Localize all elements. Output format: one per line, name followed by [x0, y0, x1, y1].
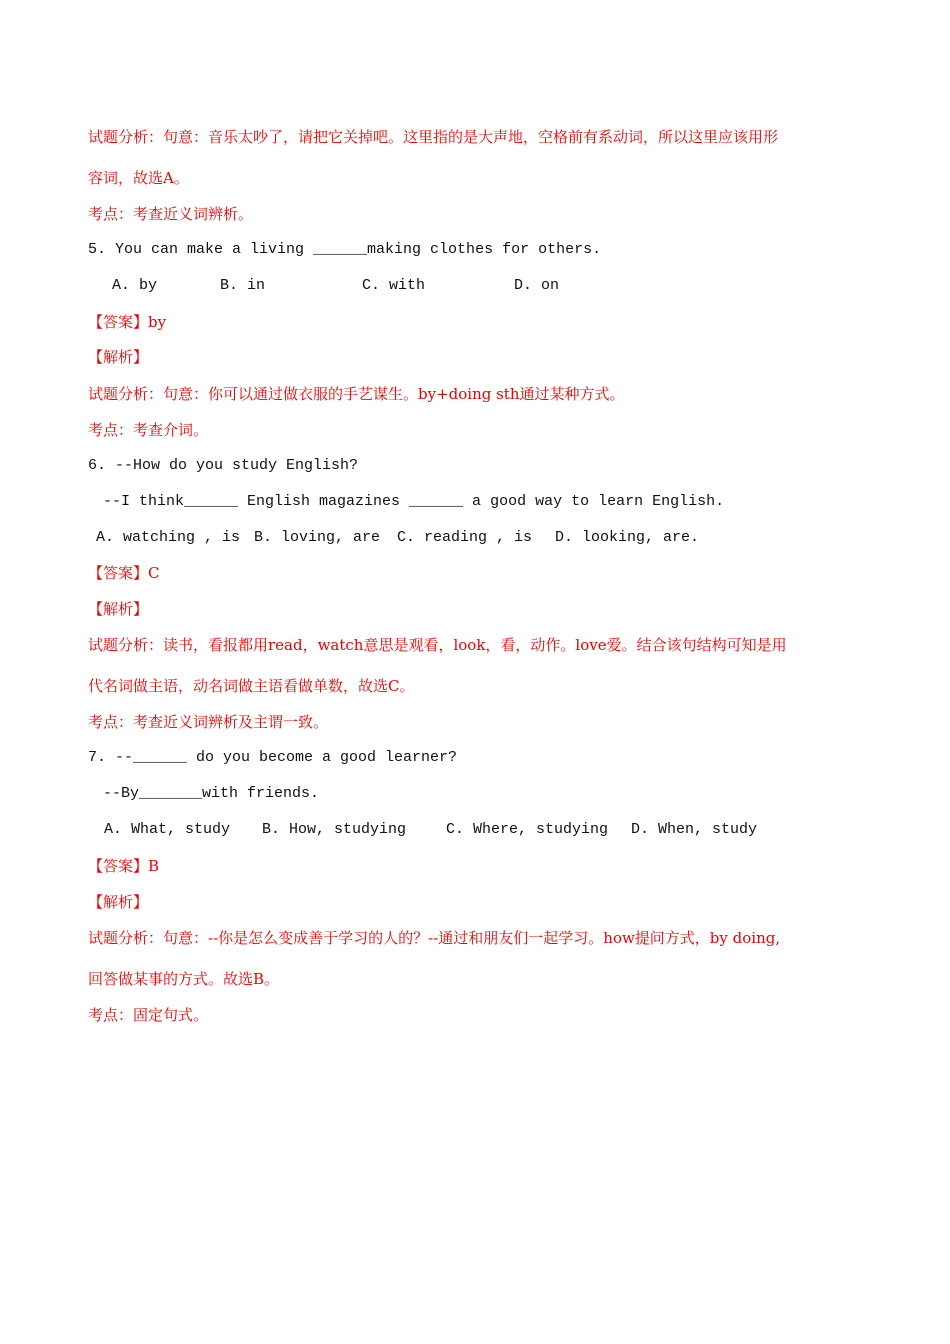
q6-analysis-line1: 试题分析：读书，看报都用read，watch意思是观看，look，看，动作。love爱。结合该句结构可知是用	[88, 636, 787, 654]
q5-point: 考点：考查介词。	[88, 421, 209, 439]
q5-option-b: B. in	[220, 277, 266, 294]
q6-option-d: D. looking, are.	[555, 529, 700, 546]
q5-option-d: D. on	[514, 277, 560, 294]
q5-option-c: C. with	[362, 277, 426, 294]
q7-analysis-line1: 试题分析：句意：--你是怎么变成善于学习的人的？--通过和朋友们一起学习。how提问方式，by doing,	[88, 929, 781, 947]
q7-stem: 7. --______ do you become a good learner?	[88, 749, 458, 766]
q6-point: 考点：考查近义词辨析及主谓一致。	[88, 713, 329, 731]
q7-option-b: B. How, studying	[262, 821, 407, 838]
q4-analysis-line2: 容词，故选A。	[88, 169, 189, 187]
q6-stem2: --I think______ English magazines ______ a good way to learn English.	[103, 493, 725, 510]
q4-analysis-line1: 试题分析：句意：音乐太吵了，请把它关掉吧。这里指的是大声地，空格前有系动词，所以这里应该用形	[88, 128, 779, 146]
q6-answer: 【答案】C	[88, 564, 160, 582]
q7-option-c: C. Where, studying	[446, 821, 609, 838]
q7-option-a: A. What, study	[104, 821, 231, 838]
q5-jiexi: 【解析】	[88, 348, 149, 366]
q7-jiexi: 【解析】	[88, 893, 149, 911]
q7-answer: 【答案】B	[88, 857, 160, 875]
q5-option-a: A. by	[112, 277, 158, 294]
q5-stem: 5. You can make a living ______making clothes for others.	[88, 241, 602, 258]
q6-stem: 6. --How do you study English?	[88, 457, 359, 474]
q7-analysis-line2: 回答做某事的方式。故选B。	[88, 970, 280, 988]
q6-option-b: B. loving, are	[254, 529, 381, 546]
q5-answer: 【答案】by	[88, 313, 167, 331]
q6-analysis-line2: 代名词做主语，动名词做主语看做单数，故选C。	[88, 677, 415, 695]
q7-point: 考点：固定句式。	[88, 1006, 209, 1024]
q5-analysis-line1: 试题分析：句意：你可以通过做衣服的手艺谋生。by+doing sth通过某种方式。	[88, 385, 625, 403]
q7-option-d: D. When, study	[631, 821, 758, 838]
q4-point: 考点：考查近义词辨析。	[88, 205, 254, 223]
q7-stem2: --By_______with friends.	[103, 785, 320, 802]
q6-option-a: A. watching , is	[96, 529, 241, 546]
q6-option-c: C. reading , is	[397, 529, 533, 546]
q6-jiexi: 【解析】	[88, 600, 149, 618]
